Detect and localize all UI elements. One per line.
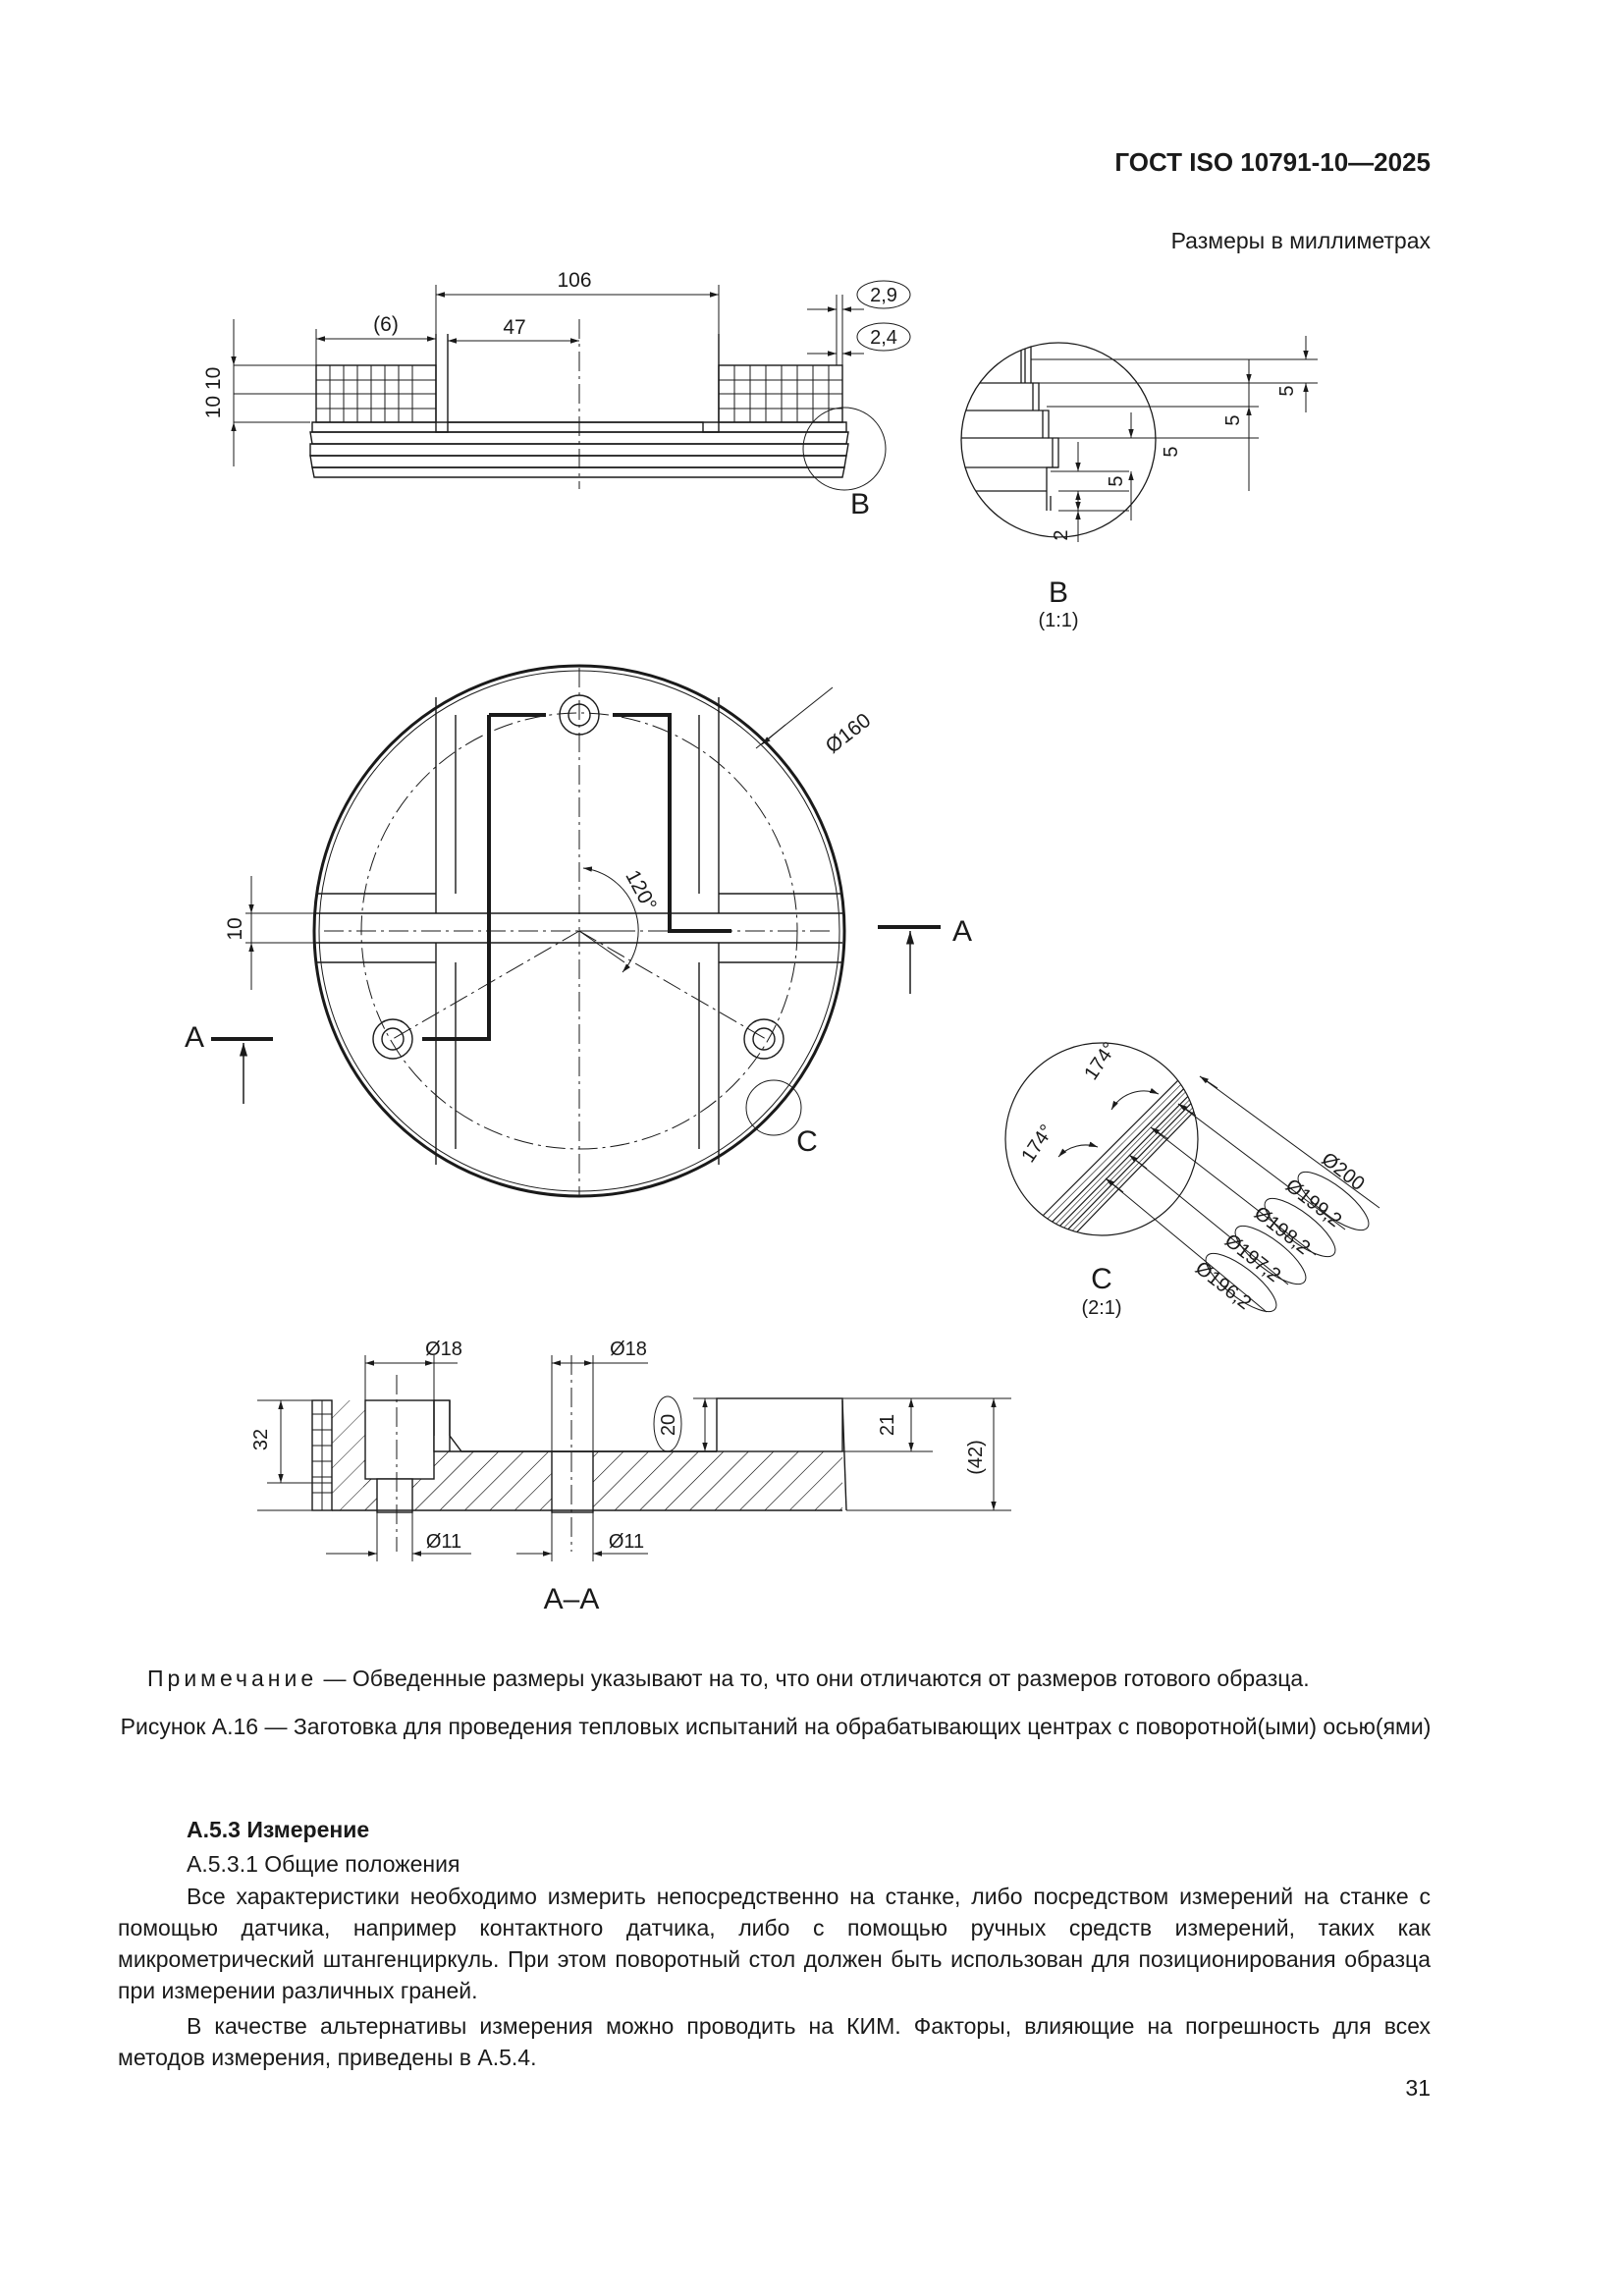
- label-b-callout: B: [849, 488, 871, 520]
- dim-5-c: 5: [1161, 446, 1182, 458]
- dia-160: Ø160: [821, 709, 876, 758]
- dim-106: 106: [557, 269, 592, 292]
- dia-196-2: Ø196,2: [1191, 1257, 1256, 1315]
- section-title: А.5.3 Измерение: [187, 1817, 370, 1842]
- dim-2-4: 2,4: [870, 327, 897, 349]
- section-mark-a-right: A: [951, 915, 973, 948]
- dim-10-10: 10 10: [202, 366, 225, 419]
- detail-b-scale: (1:1): [1038, 610, 1079, 631]
- dim-6: (6): [373, 313, 399, 336]
- angle-174-b: 174°: [1017, 1121, 1058, 1167]
- dia-200: Ø200: [1317, 1148, 1369, 1196]
- label-c-callout: C: [796, 1125, 818, 1158]
- detail-b-label: B: [1048, 576, 1069, 609]
- detail-c-label: C: [1091, 1263, 1112, 1295]
- figure-note: [147, 1666, 1431, 1692]
- section-mark-a-left: A: [184, 1021, 205, 1054]
- page-number: 31: [1405, 2075, 1431, 2101]
- figure-caption: Рисунок А.16 — Заготовка для проведения тепловых испытаний на обрабатывающих центрах с поворотной(ыми) осью(ями): [120, 1714, 1432, 1739]
- dia-11-a: Ø11: [425, 1531, 462, 1553]
- angle-174-a: 174°: [1080, 1038, 1121, 1084]
- detail-c: [1005, 1043, 1380, 1321]
- paragraph-1: Все характеристики необходимо измерить непосредственно на станке, либо посредством измерений на станке с помощью датчика, например контактного датчика, либо с помощью ручных средств измерений, таких как микрометрический штангенциркуль. При этом поворотный стол должен быть использован для позиционирования образца при измерении различных граней.: [118, 1884, 1431, 2003]
- dim-5-d: 5: [1106, 475, 1127, 487]
- dia-198-2: Ø198,2: [1250, 1202, 1315, 1260]
- detail-c-scale: (2:1): [1081, 1297, 1122, 1319]
- dim-32: 32: [250, 1428, 272, 1451]
- dim-2-9: 2,9: [870, 285, 897, 306]
- section-aa-label: A–A: [543, 1583, 600, 1615]
- angle-120: 120°: [621, 866, 662, 915]
- dia-11-b: Ø11: [608, 1531, 645, 1553]
- units-note: Размеры в миллиметрах: [1170, 228, 1431, 253]
- dim-5-b: 5: [1222, 414, 1244, 426]
- dim-42: (42): [965, 1440, 987, 1475]
- dia-18-a: Ø18: [425, 1339, 462, 1360]
- dim-5-a: 5: [1276, 385, 1298, 397]
- dia-18-b: Ø18: [610, 1339, 647, 1360]
- dia-199-2: Ø199,2: [1281, 1175, 1346, 1232]
- dim-21: 21: [877, 1413, 898, 1437]
- dim-10: 10: [224, 917, 246, 941]
- subsection-title: А.5.3.1 Общие положения: [187, 1851, 460, 1877]
- dim-20: 20: [658, 1413, 679, 1437]
- dim-47: 47: [503, 316, 526, 339]
- dia-197-2: Ø197,2: [1220, 1230, 1285, 1287]
- side-view: [234, 281, 910, 490]
- note-text: — Обведенные размеры указывают на то, что они отличаются от размеров готового образца.: [317, 1666, 1310, 1691]
- paragraph-2: В качестве альтернативы измерения можно проводить на КИМ. Факторы, влияющие на погрешность для всех методов измерения, приведены в А.5.4.: [118, 2013, 1431, 2070]
- document-header: ГОСТ ISO 10791-10—2025: [1114, 147, 1431, 177]
- dim-2: 2: [1051, 529, 1072, 541]
- note-label: Примечание: [147, 1666, 318, 1691]
- detail-b: [952, 336, 1318, 542]
